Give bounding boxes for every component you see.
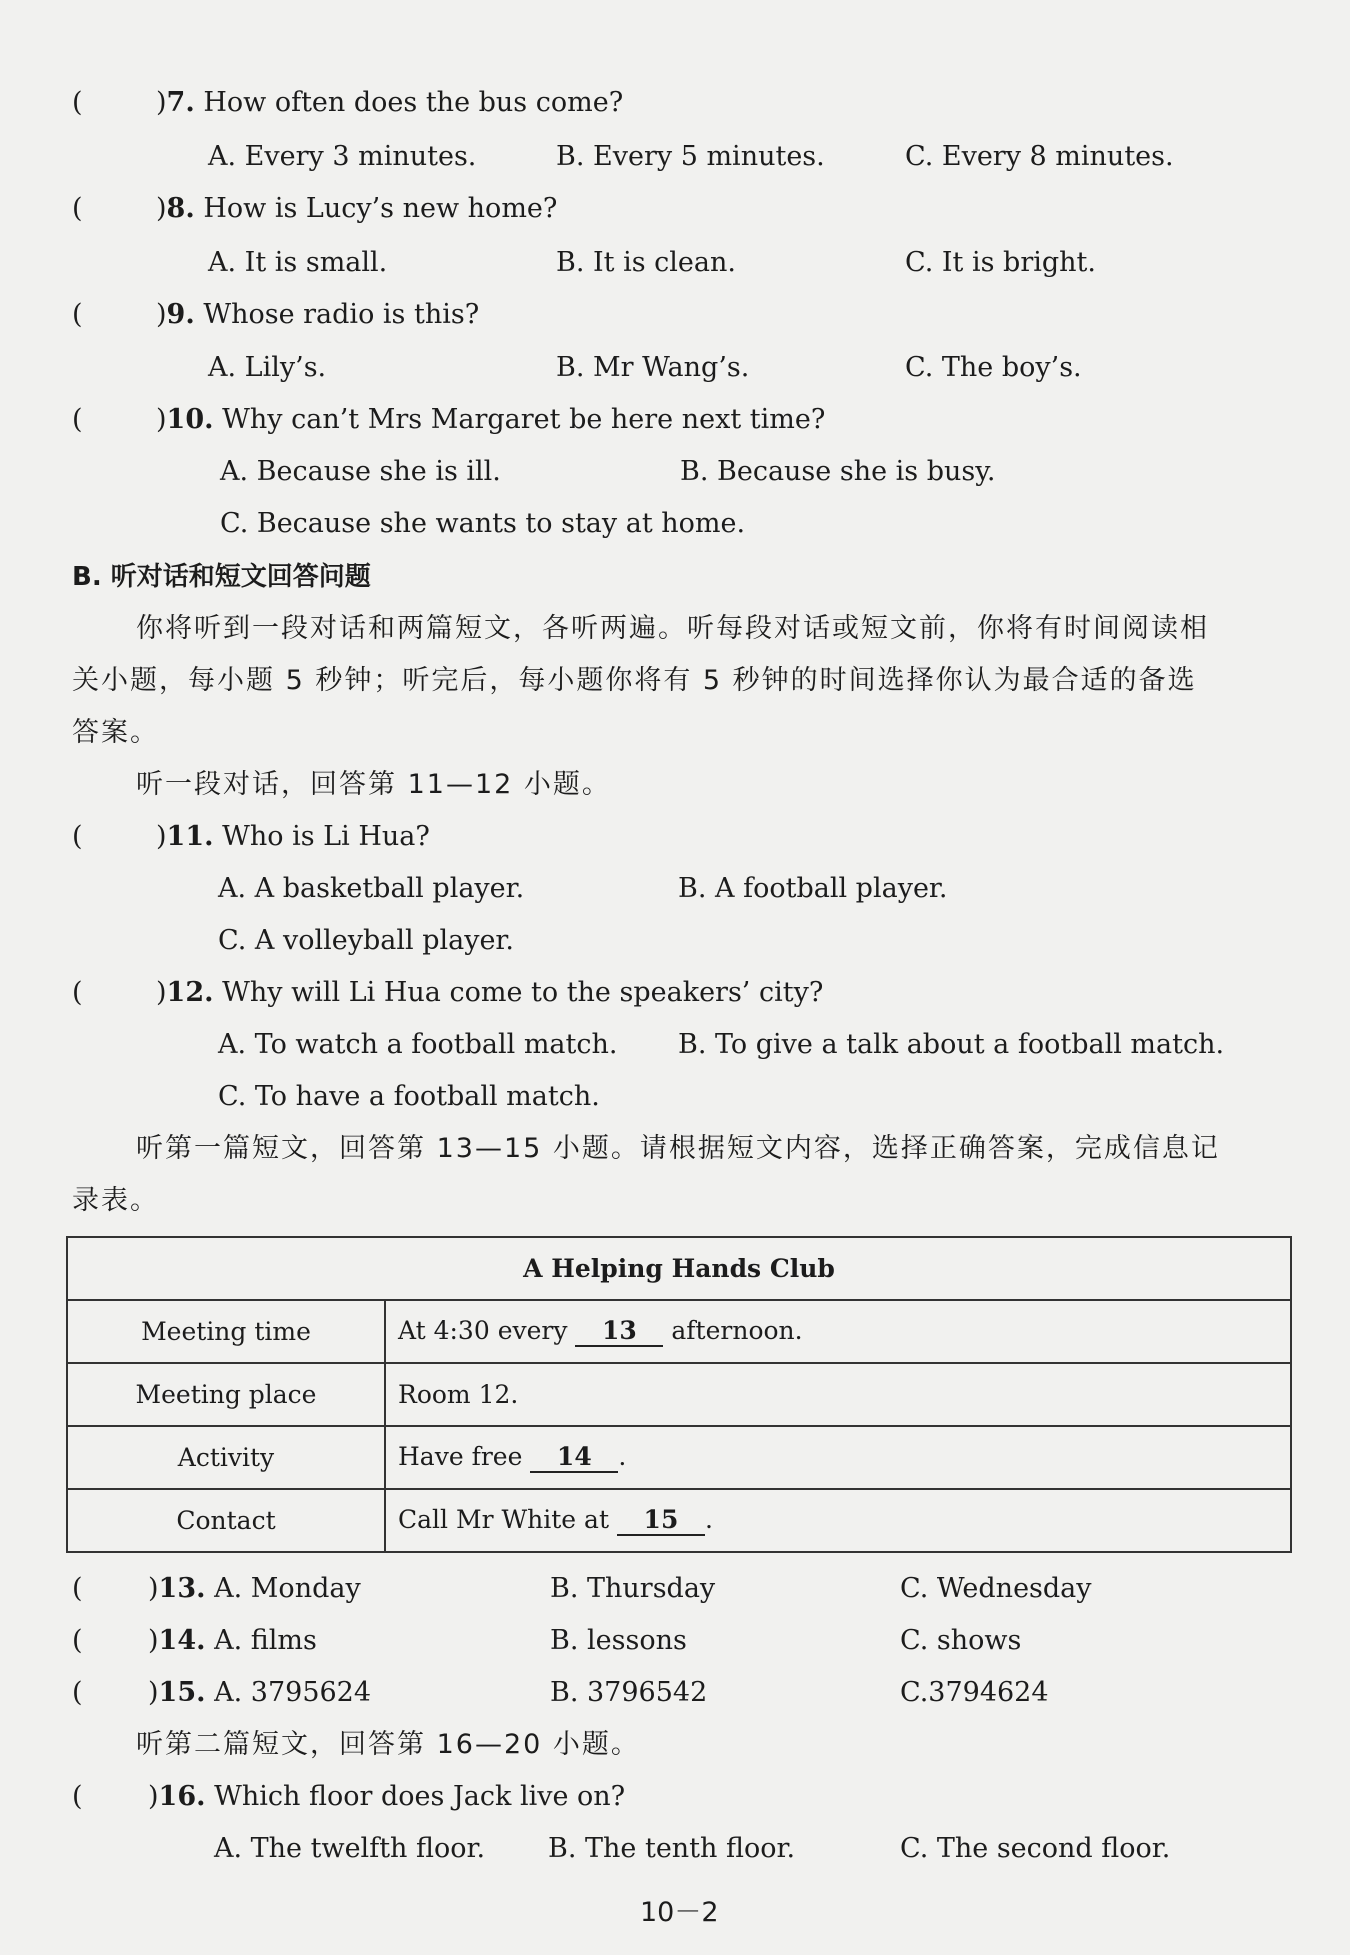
table-row bbox=[67, 1363, 1291, 1426]
question-number: 10. bbox=[166, 404, 214, 435]
question-text: Why can’t Mrs Margaret be here next time? bbox=[222, 404, 826, 435]
option-c: C. Wednesday bbox=[900, 1573, 1092, 1604]
passage1-intro: 录表。 bbox=[72, 1185, 159, 1216]
section-b-title: B. 听对话和短文回答问题 bbox=[72, 562, 371, 592]
option-a: A. Monday bbox=[214, 1573, 361, 1604]
question-number: 8. bbox=[166, 193, 195, 224]
row-label: Meeting time bbox=[67, 1300, 385, 1363]
question-7 bbox=[156, 86, 623, 120]
question-text: How often does the bus come? bbox=[203, 87, 624, 118]
row-label: Meeting place bbox=[67, 1363, 385, 1426]
answer-paren-open: ( bbox=[72, 193, 83, 224]
question-9 bbox=[156, 298, 479, 332]
question-number: 9. bbox=[166, 299, 195, 330]
value-text: At 4:30 every bbox=[398, 1316, 568, 1345]
option-c: C. shows bbox=[900, 1625, 1022, 1656]
paren-close: ) bbox=[148, 1781, 159, 1812]
value-text: afternoon. bbox=[671, 1316, 803, 1345]
option-b: B. Every 5 minutes. bbox=[556, 141, 825, 172]
answer-paren-open: ( bbox=[72, 1573, 83, 1604]
option-b: B. Thursday bbox=[550, 1573, 716, 1604]
question-text: Who is Li Hua? bbox=[222, 821, 430, 852]
option-a: A. A basketball player. bbox=[218, 873, 525, 904]
row-label: Activity bbox=[67, 1426, 385, 1489]
question-8 bbox=[156, 192, 557, 226]
option-b: B. Mr Wang’s. bbox=[556, 352, 750, 383]
value-text: Room 12. bbox=[398, 1380, 519, 1409]
value-text: . bbox=[618, 1442, 627, 1471]
question-14 bbox=[148, 1624, 317, 1658]
question-15 bbox=[148, 1676, 371, 1710]
option-a: A. Lily’s. bbox=[208, 352, 327, 383]
option-b: B. A football player. bbox=[678, 873, 948, 904]
row-value bbox=[385, 1426, 1291, 1489]
answer-paren-open: ( bbox=[72, 87, 83, 118]
question-number: 12. bbox=[166, 977, 214, 1008]
table-row bbox=[67, 1489, 1291, 1552]
value-text: Call Mr White at bbox=[398, 1505, 609, 1534]
instruction-line: 答案。 bbox=[72, 717, 159, 748]
paren-close: ) bbox=[156, 87, 167, 118]
option-b: B. lessons bbox=[550, 1625, 687, 1656]
paren-close: ) bbox=[156, 299, 167, 330]
value-text: Have free bbox=[398, 1442, 523, 1471]
option-b: B. The tenth floor. bbox=[548, 1833, 796, 1864]
question-text: How is Lucy’s new home? bbox=[203, 193, 558, 224]
answer-blank[interactable]: 13 bbox=[575, 1317, 663, 1347]
answer-paren-open: ( bbox=[72, 299, 83, 330]
question-number: 13. bbox=[158, 1573, 206, 1604]
answer-paren-open: ( bbox=[72, 404, 83, 435]
question-number: 7. bbox=[166, 87, 195, 118]
question-text: Why will Li Hua come to the speakers’ city? bbox=[222, 977, 824, 1008]
instruction-line: 你将听到一段对话和两篇短文，各听两遍。听每段对话或短文前，你将有时间阅读相 bbox=[136, 613, 1209, 644]
option-a: A. The twelfth floor. bbox=[214, 1833, 486, 1864]
option-c: C. The boy’s. bbox=[905, 352, 1082, 383]
question-number: 15. bbox=[158, 1677, 206, 1708]
row-value bbox=[385, 1489, 1291, 1552]
question-16 bbox=[148, 1780, 625, 1814]
row-value bbox=[385, 1300, 1291, 1363]
question-12 bbox=[156, 976, 823, 1010]
option-c: C.3794624 bbox=[900, 1677, 1049, 1708]
option-a: A. To watch a football match. bbox=[218, 1029, 618, 1060]
question-text: Which floor does Jack live on? bbox=[214, 1781, 626, 1812]
question-number: 11. bbox=[166, 821, 214, 852]
paren-close: ) bbox=[156, 821, 167, 852]
answer-blank[interactable]: 15 bbox=[617, 1506, 705, 1536]
answer-paren-open: ( bbox=[72, 977, 83, 1008]
answer-paren-open: ( bbox=[72, 1677, 83, 1708]
paren-close: ) bbox=[156, 404, 167, 435]
table-row bbox=[67, 1300, 1291, 1363]
answer-paren-open: ( bbox=[72, 821, 83, 852]
paren-close: ) bbox=[148, 1573, 159, 1604]
row-value bbox=[385, 1363, 1291, 1426]
passage2-intro: 听第二篇短文，回答第 16—20 小题。 bbox=[136, 1729, 640, 1760]
question-number: 14. bbox=[158, 1625, 206, 1656]
answer-paren-open: ( bbox=[72, 1625, 83, 1656]
option-a: A. Because she is ill. bbox=[220, 456, 501, 487]
option-a: A. films bbox=[214, 1625, 317, 1656]
passage1-intro: 听第一篇短文，回答第 13—15 小题。请根据短文内容，选择正确答案，完成信息记 bbox=[136, 1133, 1220, 1164]
option-c: C. Because she wants to stay at home. bbox=[220, 508, 746, 539]
row-label: Contact bbox=[67, 1489, 385, 1552]
option-c: C. The second floor. bbox=[900, 1833, 1171, 1864]
paren-close: ) bbox=[148, 1677, 159, 1708]
question-number: 16. bbox=[158, 1781, 206, 1812]
option-a: A. Every 3 minutes. bbox=[208, 141, 477, 172]
option-b: B. It is clean. bbox=[556, 247, 736, 278]
table-title: A Helping Hands Club bbox=[67, 1237, 1291, 1300]
option-b: B. To give a talk about a football match. bbox=[678, 1029, 1225, 1060]
option-c: C. A volleyball player. bbox=[218, 925, 514, 956]
paren-close: ) bbox=[156, 977, 167, 1008]
answer-blank[interactable]: 14 bbox=[530, 1443, 618, 1473]
paren-close: ) bbox=[148, 1625, 159, 1656]
dialogue-intro: 听一段对话，回答第 11—12 小题。 bbox=[136, 769, 611, 800]
question-text: Whose radio is this? bbox=[203, 299, 480, 330]
answer-paren-open: ( bbox=[72, 1781, 83, 1812]
paren-close: ) bbox=[156, 193, 167, 224]
option-c: C. Every 8 minutes. bbox=[905, 141, 1174, 172]
value-text: . bbox=[704, 1505, 713, 1534]
option-b: B. 3796542 bbox=[550, 1677, 708, 1708]
option-b: B. Because she is busy. bbox=[680, 456, 996, 487]
instruction-line: 关小题，每小题 5 秒钟；听完后，每小题你将有 5 秒钟的时间选择你认为最合适的备选 bbox=[72, 665, 1197, 696]
question-11 bbox=[156, 820, 430, 854]
option-c: C. It is bright. bbox=[905, 247, 1096, 278]
table-row bbox=[67, 1426, 1291, 1489]
question-10 bbox=[156, 403, 825, 437]
option-a: A. It is small. bbox=[208, 247, 388, 278]
question-13 bbox=[148, 1572, 361, 1606]
option-a: A. 3795624 bbox=[214, 1677, 372, 1708]
page-number: 10－2 bbox=[640, 1897, 719, 1928]
option-c: C. To have a football match. bbox=[218, 1081, 600, 1112]
club-info-table bbox=[66, 1236, 1292, 1553]
